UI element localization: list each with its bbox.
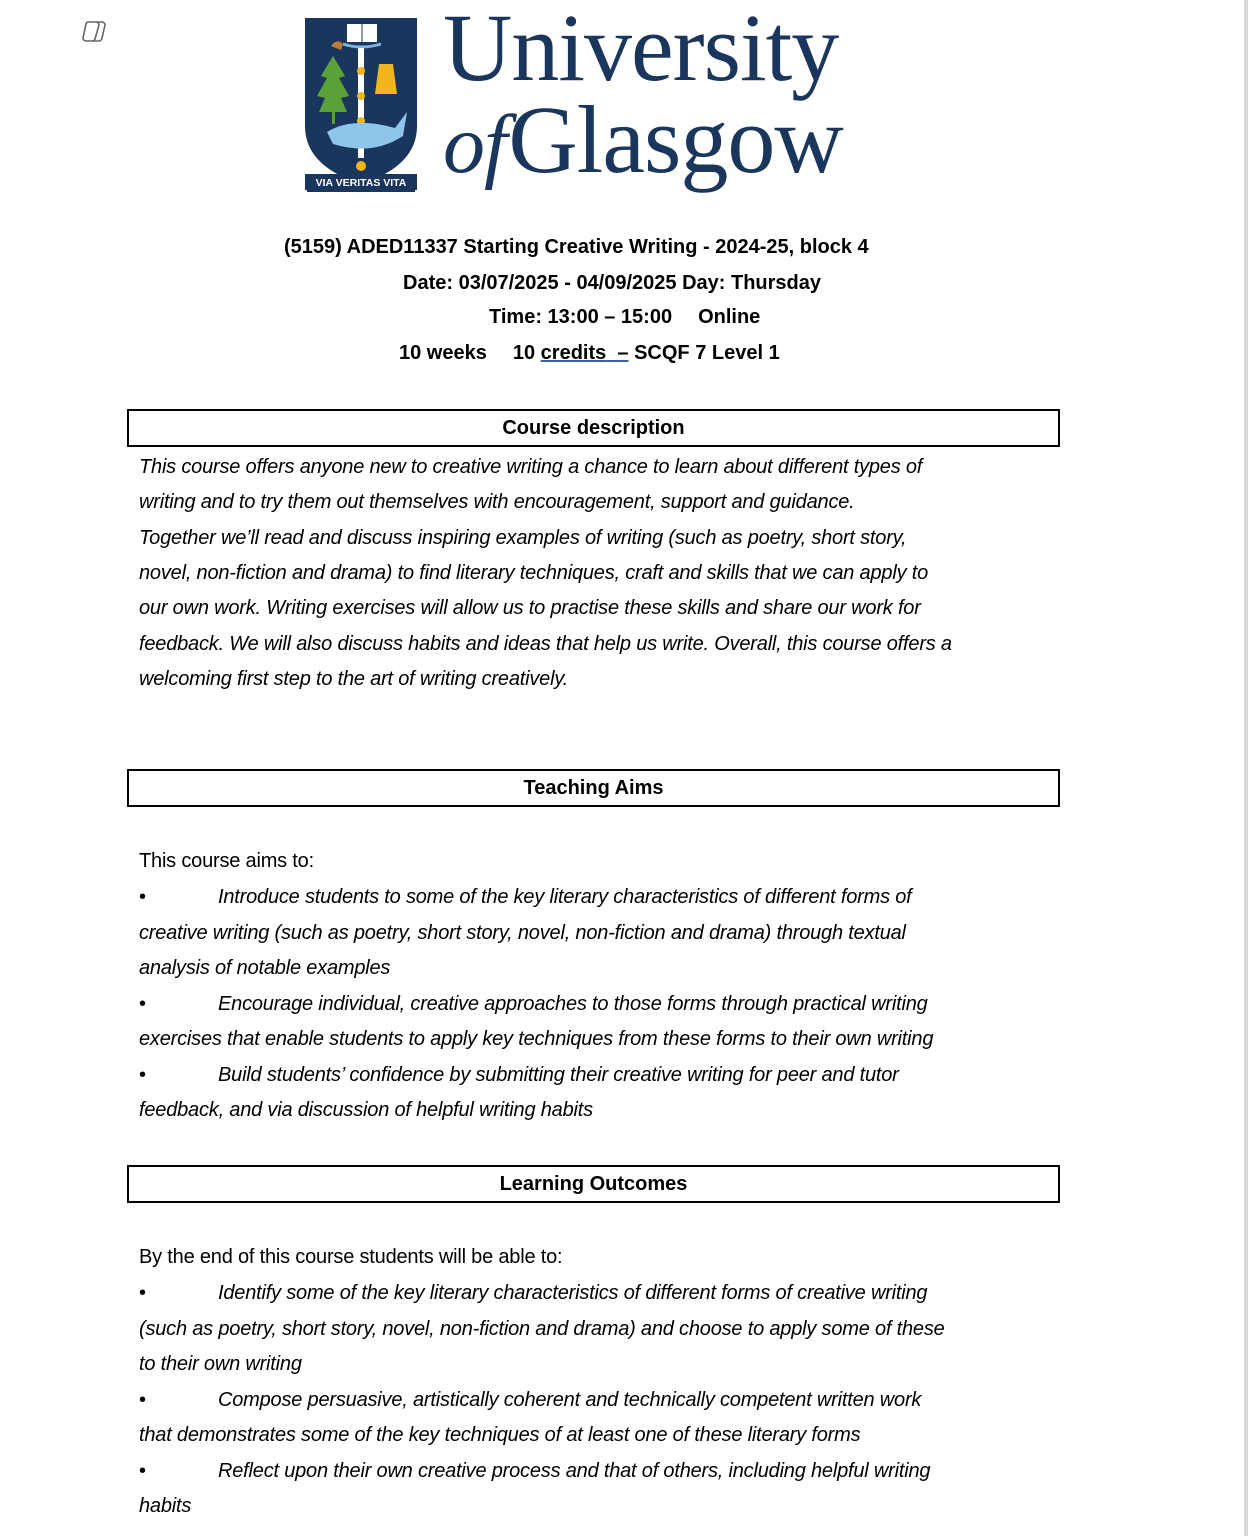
list-item-continuation: exercises that enable students to apply key techniques from these forms to their own writing bbox=[139, 1028, 934, 1050]
bullet-icon: • bbox=[139, 1282, 147, 1304]
bullet-icon: • bbox=[139, 1459, 147, 1482]
page-edge bbox=[1244, 0, 1248, 1536]
credits-number: 10 bbox=[512, 342, 536, 364]
scqf-text: SCQF 7 Level 1 bbox=[634, 342, 780, 364]
list-item-continuation: analysis of notable examples bbox=[139, 957, 391, 979]
section-course-description: Course description bbox=[127, 409, 1060, 447]
logo-of: of bbox=[443, 98, 507, 191]
list-item-continuation: feedback, and via discussion of helpful writing habits bbox=[139, 1099, 593, 1121]
section-learning-outcomes: Learning Outcomes bbox=[127, 1165, 1060, 1203]
crest-icon bbox=[303, 16, 419, 192]
course-title: (5159) ADED11337 Starting Creative Writing - 2024-25, block 4 bbox=[284, 236, 869, 258]
mode-text: Online bbox=[698, 306, 761, 328]
description-line: This course offers anyone new to creative writing a chance to learn about different types of bbox=[139, 456, 923, 478]
logo-glasgow-word: Glasgow bbox=[508, 86, 843, 193]
list-item: Identify some of the key literary characteristics of different forms of creative writing bbox=[218, 1282, 928, 1304]
time-text: Time: 13:00 – 15:00 bbox=[489, 306, 673, 328]
outcomes-intro: By the end of this course students will be able to: bbox=[139, 1246, 563, 1268]
motto: VIA VERITAS VITA bbox=[315, 177, 407, 189]
description-line: Together we’ll read and discuss inspiring examples of writing (such as poetry, short story, bbox=[139, 526, 907, 549]
list-item: Introduce students to some of the key literary characteristics of different forms of bbox=[218, 886, 912, 908]
course-time bbox=[489, 306, 760, 329]
logo-university: University bbox=[443, 0, 839, 101]
list-item: Build students’ confidence by submitting their creative writing for peer and tutor bbox=[218, 1063, 899, 1086]
list-item-continuation: to their own writing bbox=[139, 1353, 302, 1375]
course-date: Date: 03/07/2025 - 04/09/2025 Day: Thursday bbox=[403, 272, 822, 294]
credits-dash: – bbox=[617, 342, 629, 364]
list-item-continuation: creative writing (such as poetry, short story, novel, non-fiction and drama) through textual bbox=[139, 921, 906, 944]
description-line: our own work. Writing exercises will allow us to practise these skills and share our work for bbox=[139, 597, 921, 620]
list-item: Encourage individual, creative approaches to those forms through practical writing bbox=[218, 992, 928, 1015]
logo-glasgow bbox=[443, 86, 843, 193]
aims-intro: This course aims to: bbox=[139, 850, 314, 872]
description-line: welcoming first step to the art of writing creatively. bbox=[139, 667, 568, 690]
credits-word: credits bbox=[540, 342, 607, 364]
bullet-icon: • bbox=[139, 992, 147, 1015]
section-teaching-aims: Teaching Aims bbox=[127, 769, 1060, 807]
description-line: feedback. We will also discuss habits and ideas that help us write. Overall, this course offers a bbox=[139, 632, 952, 655]
description-line: novel, non-fiction and drama) to find literary techniques, craft and skills that we can apply to bbox=[139, 561, 929, 584]
copilot-icon[interactable] bbox=[80, 18, 110, 44]
list-item-continuation: that demonstrates some of the key techniques of at least one of these literary forms bbox=[139, 1424, 861, 1446]
list-item: Reflect upon their own creative process and that of others, including helpful writing bbox=[218, 1459, 931, 1482]
list-item-continuation: (such as poetry, short story, novel, non-fiction and drama) and choose to apply some of these bbox=[139, 1317, 945, 1340]
weeks-text: 10 weeks bbox=[399, 342, 487, 364]
list-item-continuation: habits bbox=[139, 1495, 192, 1517]
list-item: Compose persuasive, artistically coherent and technically competent written work bbox=[218, 1388, 922, 1411]
bullet-icon: • bbox=[139, 1388, 147, 1411]
bullet-icon: • bbox=[139, 886, 147, 908]
description-line: writing and to try them out themselves with encouragement, support and guidance. bbox=[139, 491, 855, 514]
course-credits bbox=[399, 342, 780, 365]
bullet-icon: • bbox=[139, 1063, 147, 1086]
university-logo bbox=[303, 0, 863, 196]
